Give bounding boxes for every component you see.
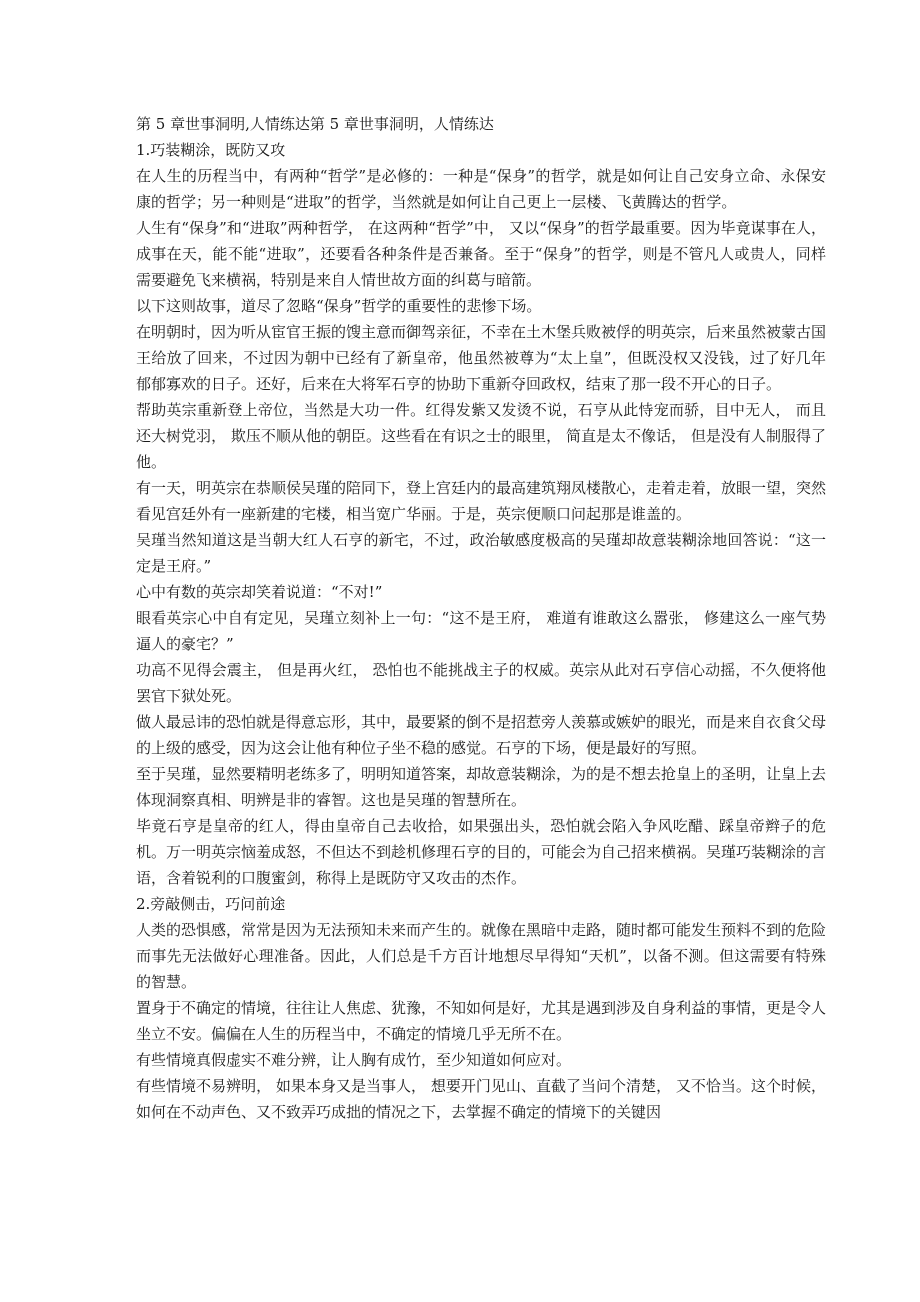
document-title: 第 5 章世事洞明,人情练达第 5 章世事洞明，人情练达 [136, 115, 494, 133]
section-1-heading: 1.巧装糊涂，既防又攻 [136, 141, 286, 159]
paragraph: 人生有“保身”和“进取”两种哲学， 在这两种“哲学”中， 又以“保身”的哲学最重要。因为毕竟谋事在人，成事在天，能不能“进取”，还要看各种条件是否兼备。至于“保身”的哲学，则是不管凡人或贵人，同样需要避免飞来横祸，特别是来自人情世故方面的纠葛与暗箭。 [136, 219, 826, 289]
document-page [136, 111, 826, 1125]
paragraph: 做人最忌讳的恐怕就是得意忘形，其中，最要紧的倒不是招惹旁人羡慕或嫉妒的眼光，而是来自衣食父母的上级的感受，因为这会让他有种位子坐不稳的感觉。石亨的下场，便是最好的写照。 [136, 713, 827, 757]
paragraph: 人类的恐惧感，常常是因为无法预知未来而产生的。就像在黑暗中走路，随时都可能发生预料不到的危险而事先无法做好心理准备。因此，人们总是千方百计地想尽早得知“天机”，以备不测。但这需要有特殊的智慧。 [136, 921, 827, 991]
paragraph: 有一天，明英宗在恭顺侯吴瑾的陪同下，登上宫廷内的最高建筑翔凤楼散心，走着走着，放眼一望，突然看见宫廷外有一座新建的宅楼，相当宽广华丽。于是，英宗便顺口问起那是谁盖的。 [136, 479, 827, 523]
section-2-heading: 2.旁敲侧击，巧问前途 [136, 895, 286, 913]
paragraph: 至于吴瑾，显然要精明老练多了，明明知道答案，却故意装糊涂，为的是不想去抢皇上的圣明，让皇上去体现洞察真相、明辨是非的睿智。这也是吴瑾的智慧所在。 [136, 765, 827, 809]
paragraph: 功高不见得会震主， 但是再火红， 恐怕也不能挑战主子的权威。英宗从此对石亨信心动摇，不久便将他罢官下狱处死。 [136, 661, 826, 705]
paragraph: 毕竟石亨是皇帝的红人，得由皇帝自己去收拾，如果强出头，恐怕就会陷入争风吃醋、踩皇帝辫子的危机。万一明英宗恼羞成怒，不但达不到趁机修理石亨的目的，可能会为自己招来横祸。吴瑾巧装糊涂的言语，含着锐利的口腹蜜剑，称得上是既防守又攻击的杰作。 [136, 817, 827, 887]
paragraph: 在人生的历程当中，有两种“哲学”是必修的：一种是“保身”的哲学，就是如何让自己安身立命、永保安康的哲学；另一种则是“进取”的哲学，当然就是如何让自己更上一层楼、飞黄腾达的哲学。 [136, 167, 826, 211]
paragraph: 置身于不确定的情境，往往让人焦虑、犹豫，不知如何是好，尤其是遇到涉及自身利益的事情，更是令人坐立不安。偏偏在人生的历程当中，不确定的情境几乎无所不在。 [136, 999, 827, 1043]
paragraph: 吴瑾当然知道这是当朝大红人石亨的新宅，不过，政治敏感度极高的吴瑾却故意装糊涂地回答说：“这一定是王府。” [136, 531, 826, 575]
paragraph: 帮助英宗重新登上帝位，当然是大功一件。红得发紫又发烫不说，石亨从此恃宠而骄，目中无人， 而且还大树党羽， 欺压不顺从他的朝臣。这些看在有识之士的眼里， 简直是太不像话， 但是没有人制服得了他。 [136, 401, 826, 471]
paragraph: 有些情境真假虚实不难分辨，让人胸有成竹，至少知道如何应对。 [136, 1051, 572, 1069]
paragraph: 有些情境不易辨明， 如果本身又是当事人， 想要开门见山、直截了当问个清楚， 又不恰当。这个时候，如何在不动声色、又不致弄巧成拙的情况之下，去掌握不确定的情境下的关键因 [136, 1077, 826, 1121]
paragraph: 眼看英宗心中自有定见，吴瑾立刻补上一句：“这不是王府， 难道有谁敢这么嚣张， 修建这么一座气势逼人的豪宅？” [136, 609, 826, 653]
paragraph: 以下这则故事，道尽了忽略“保身”哲学的重要性的悲惨下场。 [136, 297, 542, 315]
paragraph: 心中有数的英宗却笑着说道：“不对!” [136, 583, 383, 601]
paragraph: 在明朝时，因为听从宦官王振的馊主意而御驾亲征，不幸在土木堡兵败被俘的明英宗，后来虽然被蒙古国王给放了回来，不过因为朝中已经有了新皇帝，他虽然被尊为“太上皇”，但既没权又没钱，过了好几年郁郁寡欢的日子。还好，后来在大将军石亨的协助下重新夺回政权，结束了那一段不开心的日子。 [136, 323, 827, 393]
